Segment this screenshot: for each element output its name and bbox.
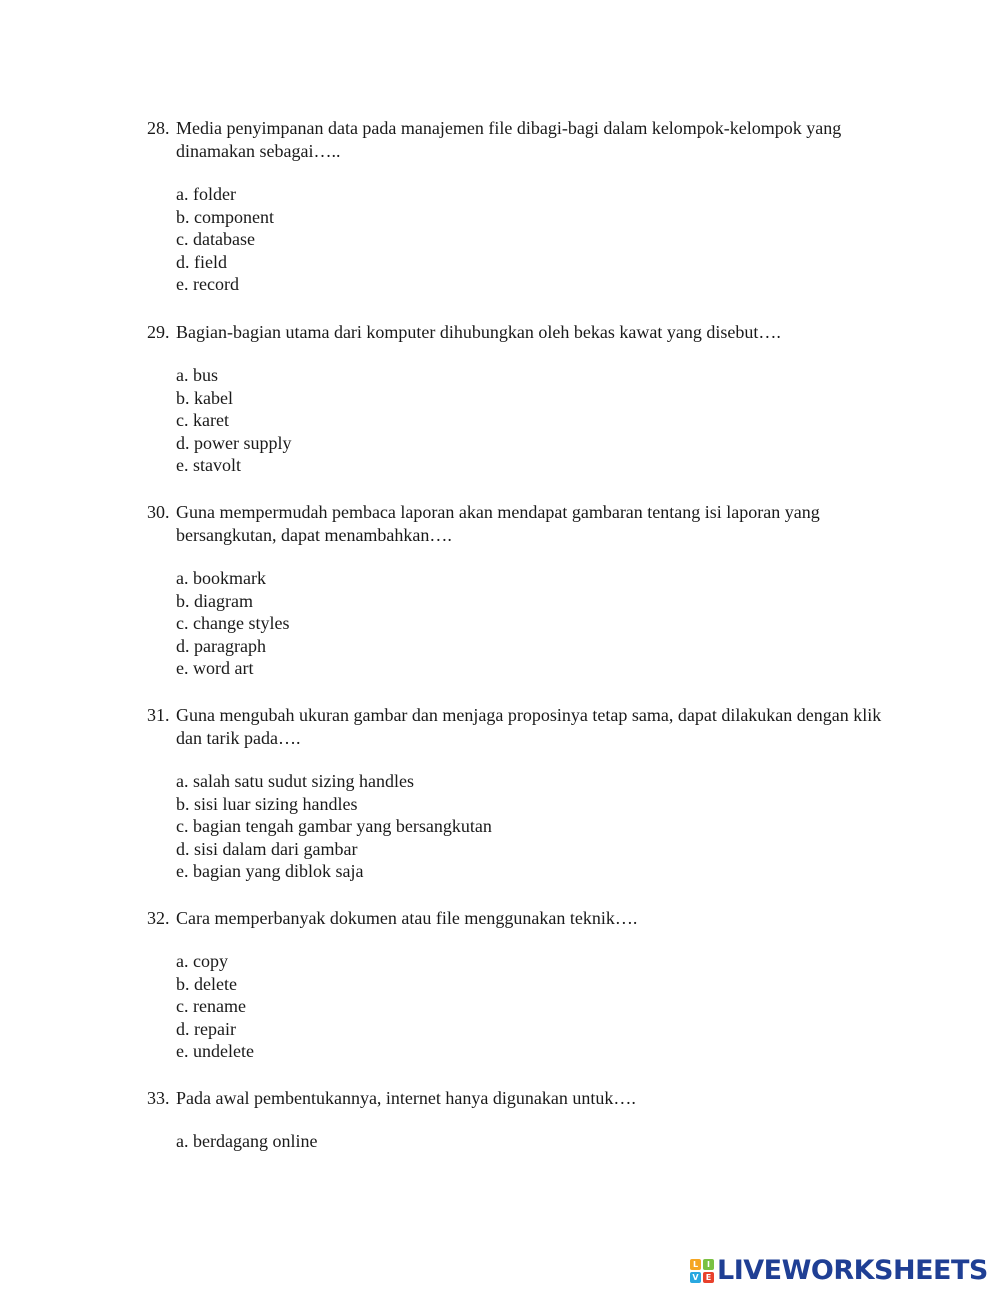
option-b: b. sisi luar sizing handles bbox=[176, 793, 358, 814]
question-text: Media penyimpanan data pada manajemen file dibagi-bagi dalam kelompok-kelompok yang dinamakan sebagai….. bbox=[176, 118, 842, 161]
option-c: c. database bbox=[176, 229, 255, 250]
option-d: d. paragraph bbox=[176, 635, 266, 656]
option-c: c. karet bbox=[176, 410, 229, 431]
logo-cell-i: I bbox=[703, 1259, 714, 1270]
liveworksheets-logo-icon bbox=[690, 1259, 714, 1283]
option-a: a. bus bbox=[176, 365, 218, 385]
option-a: a. salah satu sudut sizing handles bbox=[176, 771, 414, 791]
question-30 bbox=[147, 501, 907, 680]
option-e: e. stavolt bbox=[176, 455, 241, 476]
question-number: 29. bbox=[147, 322, 170, 342]
question-28 bbox=[147, 117, 907, 296]
option-c: c. rename bbox=[176, 996, 246, 1017]
option-a: a. folder bbox=[176, 184, 236, 204]
option-a: a. berdagang online bbox=[176, 1131, 318, 1151]
option-d: d. field bbox=[176, 251, 227, 272]
option-list bbox=[176, 770, 907, 883]
option-b: b. delete bbox=[176, 973, 237, 994]
question-text: Guna mengubah ukuran gambar dan menjaga proposinya tetap sama, dapat dilakukan dengan klik dan tarik pada…. bbox=[176, 705, 882, 748]
logo-cell-v: V bbox=[690, 1272, 701, 1283]
option-c: c. bagian tengah gambar yang bersangkutan bbox=[176, 816, 492, 837]
option-c: c. change styles bbox=[176, 613, 290, 634]
logo-cell-l: L bbox=[690, 1259, 701, 1270]
question-33 bbox=[147, 1087, 907, 1153]
option-list bbox=[176, 950, 907, 1063]
option-list bbox=[176, 567, 907, 680]
option-list bbox=[176, 183, 907, 296]
question-number: 30. bbox=[147, 502, 170, 522]
option-b: b. diagram bbox=[176, 590, 253, 611]
question-29 bbox=[147, 321, 907, 477]
question-number: 28. bbox=[147, 118, 170, 138]
question-31 bbox=[147, 704, 907, 883]
question-text: Cara memperbanyak dokumen atau file menggunakan teknik…. bbox=[176, 908, 638, 928]
question-text: Bagian-bagian utama dari komputer dihubungkan oleh bekas kawat yang disebut…. bbox=[176, 322, 781, 342]
option-a: a. bookmark bbox=[176, 568, 266, 588]
option-e: e. word art bbox=[176, 658, 254, 679]
option-d: d. power supply bbox=[176, 432, 292, 453]
question-32 bbox=[147, 907, 907, 1063]
option-d: d. sisi dalam dari gambar bbox=[176, 838, 358, 859]
option-e: e. bagian yang diblok saja bbox=[176, 861, 364, 882]
logo-cell-e: E bbox=[703, 1272, 714, 1283]
brand-name: LIVEWORKSHEETS bbox=[717, 1255, 988, 1286]
option-e: e. record bbox=[176, 274, 239, 295]
option-list bbox=[176, 1130, 907, 1153]
question-text: Guna mempermudah pembaca laporan akan mendapat gambaran tentang isi laporan yang bersangkutan, dapat menambahkan…. bbox=[176, 502, 820, 545]
liveworksheets-brand bbox=[690, 1255, 988, 1286]
option-e: e. undelete bbox=[176, 1041, 254, 1062]
option-list bbox=[176, 364, 907, 477]
option-b: b. component bbox=[176, 206, 274, 227]
question-number: 32. bbox=[147, 908, 170, 928]
option-b: b. kabel bbox=[176, 387, 233, 408]
question-text: Pada awal pembentukannya, internet hanya digunakan untuk…. bbox=[176, 1088, 636, 1108]
question-number: 33. bbox=[147, 1088, 170, 1108]
option-a: a. copy bbox=[176, 951, 228, 971]
question-number: 31. bbox=[147, 705, 170, 725]
option-d: d. repair bbox=[176, 1018, 236, 1039]
